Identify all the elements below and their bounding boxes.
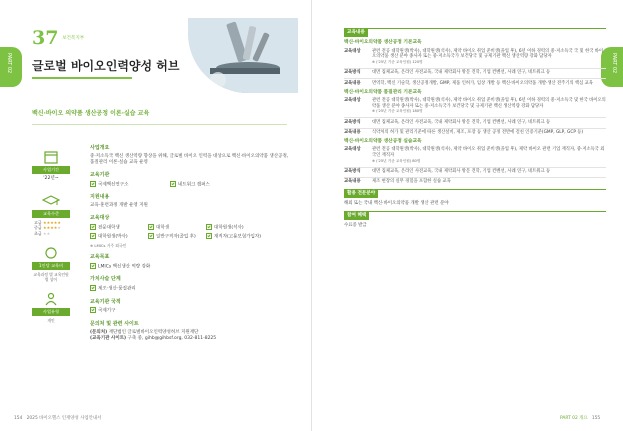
- course-block: 백신·바이오의약품 품질관리 기본교육 교육대상 관련 전공 대학원생(박사), 대학원생(석사), 제약 바이오 취업 준비생(졸업 후), 6년 이하 경력의 중·저소득국 및 한국 바이오의약품 생산 분야 종사자 또는 중·저소득국가 보건당국 및 규제기관 백신 생산역량 강화 담당자 ※ ('25년 기준 교육인원) 180명 교육방식 대면 집체교육, 온라인 사전교육, 국내 제약회사 방문 견학, 기업 컨벤션, 사례 연구, 네트워크 등 교육내용 식약처의 허가 및 관리기준에 따른 생산설비, 제조, 포장 등 생산 공정 전반에 걸친 인증기준(GMP, GLP, GCP 등): [344, 89, 606, 136]
- level-stars: [32, 220, 70, 237]
- check-icon: [170, 181, 176, 187]
- section-heading: 지원내용: [90, 194, 110, 201]
- checkbox-item: 일반구직자(졸업 후): [148, 233, 206, 241]
- part-tab-label: PART 02: [5, 53, 12, 74]
- section-text: 교육·훈련과정 개발 운영 지원: [90, 202, 148, 208]
- type-label: 사업유형: [32, 308, 70, 316]
- checkbox-item: 국제백신연구소: [90, 181, 170, 189]
- field-text: 해외 또는 국내 백신·바이오의약품 개발 생산 관련 분야: [344, 201, 449, 207]
- section-heading: 사업개요: [90, 145, 110, 151]
- section-goal: 교육목표 LMICs 백신생산 역량 강화: [90, 254, 290, 270]
- coin-icon: [42, 246, 60, 260]
- info-sidebar: [32, 150, 70, 333]
- footer-left: [14, 416, 101, 422]
- footer-part: PART 02 개요: [560, 416, 588, 421]
- checkbox-item: 대학원생(석사): [206, 224, 264, 232]
- check-icon: [206, 233, 212, 239]
- section-heading: 가치사슬 단계: [90, 276, 121, 283]
- check-icon: [90, 181, 96, 187]
- checkbox-item: 전문대학생: [90, 224, 148, 232]
- lab-microscope-photo: [188, 18, 298, 93]
- check-icon: [148, 233, 154, 239]
- section-contact: 문의처 및 관련 사이트 (문의처) 재단법인 글로벌바이오인력양성허브 지원재단 (교육기관 사이트) 구축 중, gihb@gihbsf.org, 032-811-8225: [90, 321, 290, 342]
- part-tab-label: PART 02: [610, 53, 617, 74]
- benefit-heading: 참여 혜택: [344, 212, 369, 220]
- program-subtitle: 백신·바이오 의약품 생산공정 이론·실습 교육: [32, 110, 150, 117]
- section-heading: 교육기관: [90, 171, 110, 178]
- type-value: 개인: [47, 317, 55, 323]
- title-underline: [32, 77, 132, 79]
- field-heading: 활용 전문분야: [344, 190, 378, 198]
- section-org: [90, 172, 290, 188]
- section-overview: [90, 145, 290, 166]
- course-details: [344, 28, 606, 233]
- benefit-box: [344, 211, 606, 229]
- checkbox-item: 대학생: [148, 224, 206, 232]
- cost-label: 1인당 교육비: [32, 262, 70, 270]
- field-box: [344, 189, 606, 207]
- star-row-intermediate: 중급 ★★★★★: [34, 225, 61, 231]
- program-details: [90, 145, 290, 348]
- section-text: 중·저소득국 백신 생산역량 향상을 위해, 글로벌 바이오 인력을 대상으로 백신·바이오의약품 생산공정, 품질관리 이론·실습 교육 운영: [90, 153, 289, 165]
- check-icon: [90, 263, 96, 269]
- target-note: ※ LMICs 거주 외국인: [90, 242, 127, 248]
- benefit-text: 수료증 발급: [344, 223, 367, 229]
- graduation-cap-icon: [42, 194, 60, 208]
- period-value: '22년~: [43, 175, 59, 181]
- course-block: 백신·바이오의약품 생산공정 기본교육 교육대상 관련 전공 대학원생(박사), 대학원생(석사), 제약 바이오 취업 준비생(졸업 후), 6년 이하 경력의 중·저소득국 국 및 한국 바이오의약품 생산 분야 종사자 또는 중·저소득국가 보건당국 및 규제기관 백신 생산역량 강화 담당자 ※ ('25년 기준 교육인원) 120명 교육방식 대면 집체교육, 온라인 사전교육, 국내 제약회사 방문 견학, 기업 컨벤션, 사례 연구, 네트워크 등 교육내용 면역학, 백신 기술학, 생산공정개발, GMP, 제품 인허가, 임상 개발 등 백신·바이오의약품 개발·생산 전주기의 핵심 교육: [344, 40, 606, 86]
- cost-value: 교육과정 별 교육인원별 상이: [33, 271, 69, 283]
- courses-heading: 교육내용: [344, 29, 368, 37]
- section-heading: 교육기관 국적: [90, 298, 121, 305]
- course-name: 백신·바이오의약품 생산공정 기본교육: [344, 40, 422, 46]
- checkbox-item: 재직자(고용보험가입자): [206, 233, 264, 241]
- level-label: 교육수준: [32, 210, 70, 218]
- checkbox-item: 대학원생(박사): [90, 233, 148, 241]
- ministry-label: 보건복지부: [62, 36, 85, 41]
- page-title: 글로벌 바이오인력양성 허브: [32, 59, 180, 73]
- check-icon: [90, 285, 96, 291]
- star-row-basic: 초급 ★★: [34, 230, 51, 236]
- check-icon: [90, 307, 96, 313]
- section-heading: 교육대상: [90, 215, 110, 221]
- page-number-right: 155: [591, 416, 601, 421]
- check-icon: [206, 224, 212, 230]
- part-tab[interactable]: [0, 47, 22, 87]
- course-name: 백신·바이오의약품 생산공정 실습교육: [344, 138, 422, 144]
- checkbox-item: 네트워크 캠퍼스: [170, 181, 250, 189]
- calendar-icon: [42, 150, 60, 164]
- contact-site[interactable]: 구축 중, gihb@gihbsf.org, 032-811-8225: [127, 335, 217, 341]
- section-heading: 교육목표: [90, 254, 110, 260]
- course-block: 백신·바이오의약품 생산공정 실습교육 교육대상 관련 전공 대학원생(박사), 대학원생(석사), 제약 바이오 취업 준비생(졸업 후), 제약 바이오 관련 기업 재직자, 중·저소득국 외국인 재직자 ※ ('25년 기준 교육인원) 80명 교육방식 대면 집체교육, 온라인 사전교육, 국내 제약회사 방문 견학, 기업 컨벤션, 사례 연구, 네트워크 등 교육내용 제조 현장의 실무 경험을 포함한 실습 교육: [344, 138, 605, 185]
- section-country: 교육기관 국적 국제기구: [90, 299, 290, 315]
- footer-title: 2025 바이오헬스 인재양성 사업안내서: [26, 416, 102, 421]
- courses-box: [344, 28, 606, 185]
- footer-right: [560, 416, 600, 422]
- check-icon: [90, 233, 96, 239]
- microscope-illustration: [188, 18, 298, 93]
- check-icon: [90, 224, 96, 230]
- star-row-advanced: 고급 ★★★★★: [34, 219, 61, 225]
- section-target: [90, 215, 290, 248]
- section-heading: 문의처 및 관련 사이트: [90, 320, 139, 327]
- period-label: 사업기간: [32, 166, 70, 174]
- section-support: [90, 194, 290, 209]
- section-value-chain: 가치사슬 단계 제조·생산·품질관리: [90, 276, 290, 292]
- program-number: 37: [32, 27, 59, 49]
- page-number: 154: [14, 416, 23, 421]
- check-icon: [148, 224, 154, 230]
- course-name: 백신·바이오의약품 품질관리 기본교육: [344, 89, 422, 95]
- divider: [32, 124, 287, 125]
- person-icon: [42, 292, 60, 306]
